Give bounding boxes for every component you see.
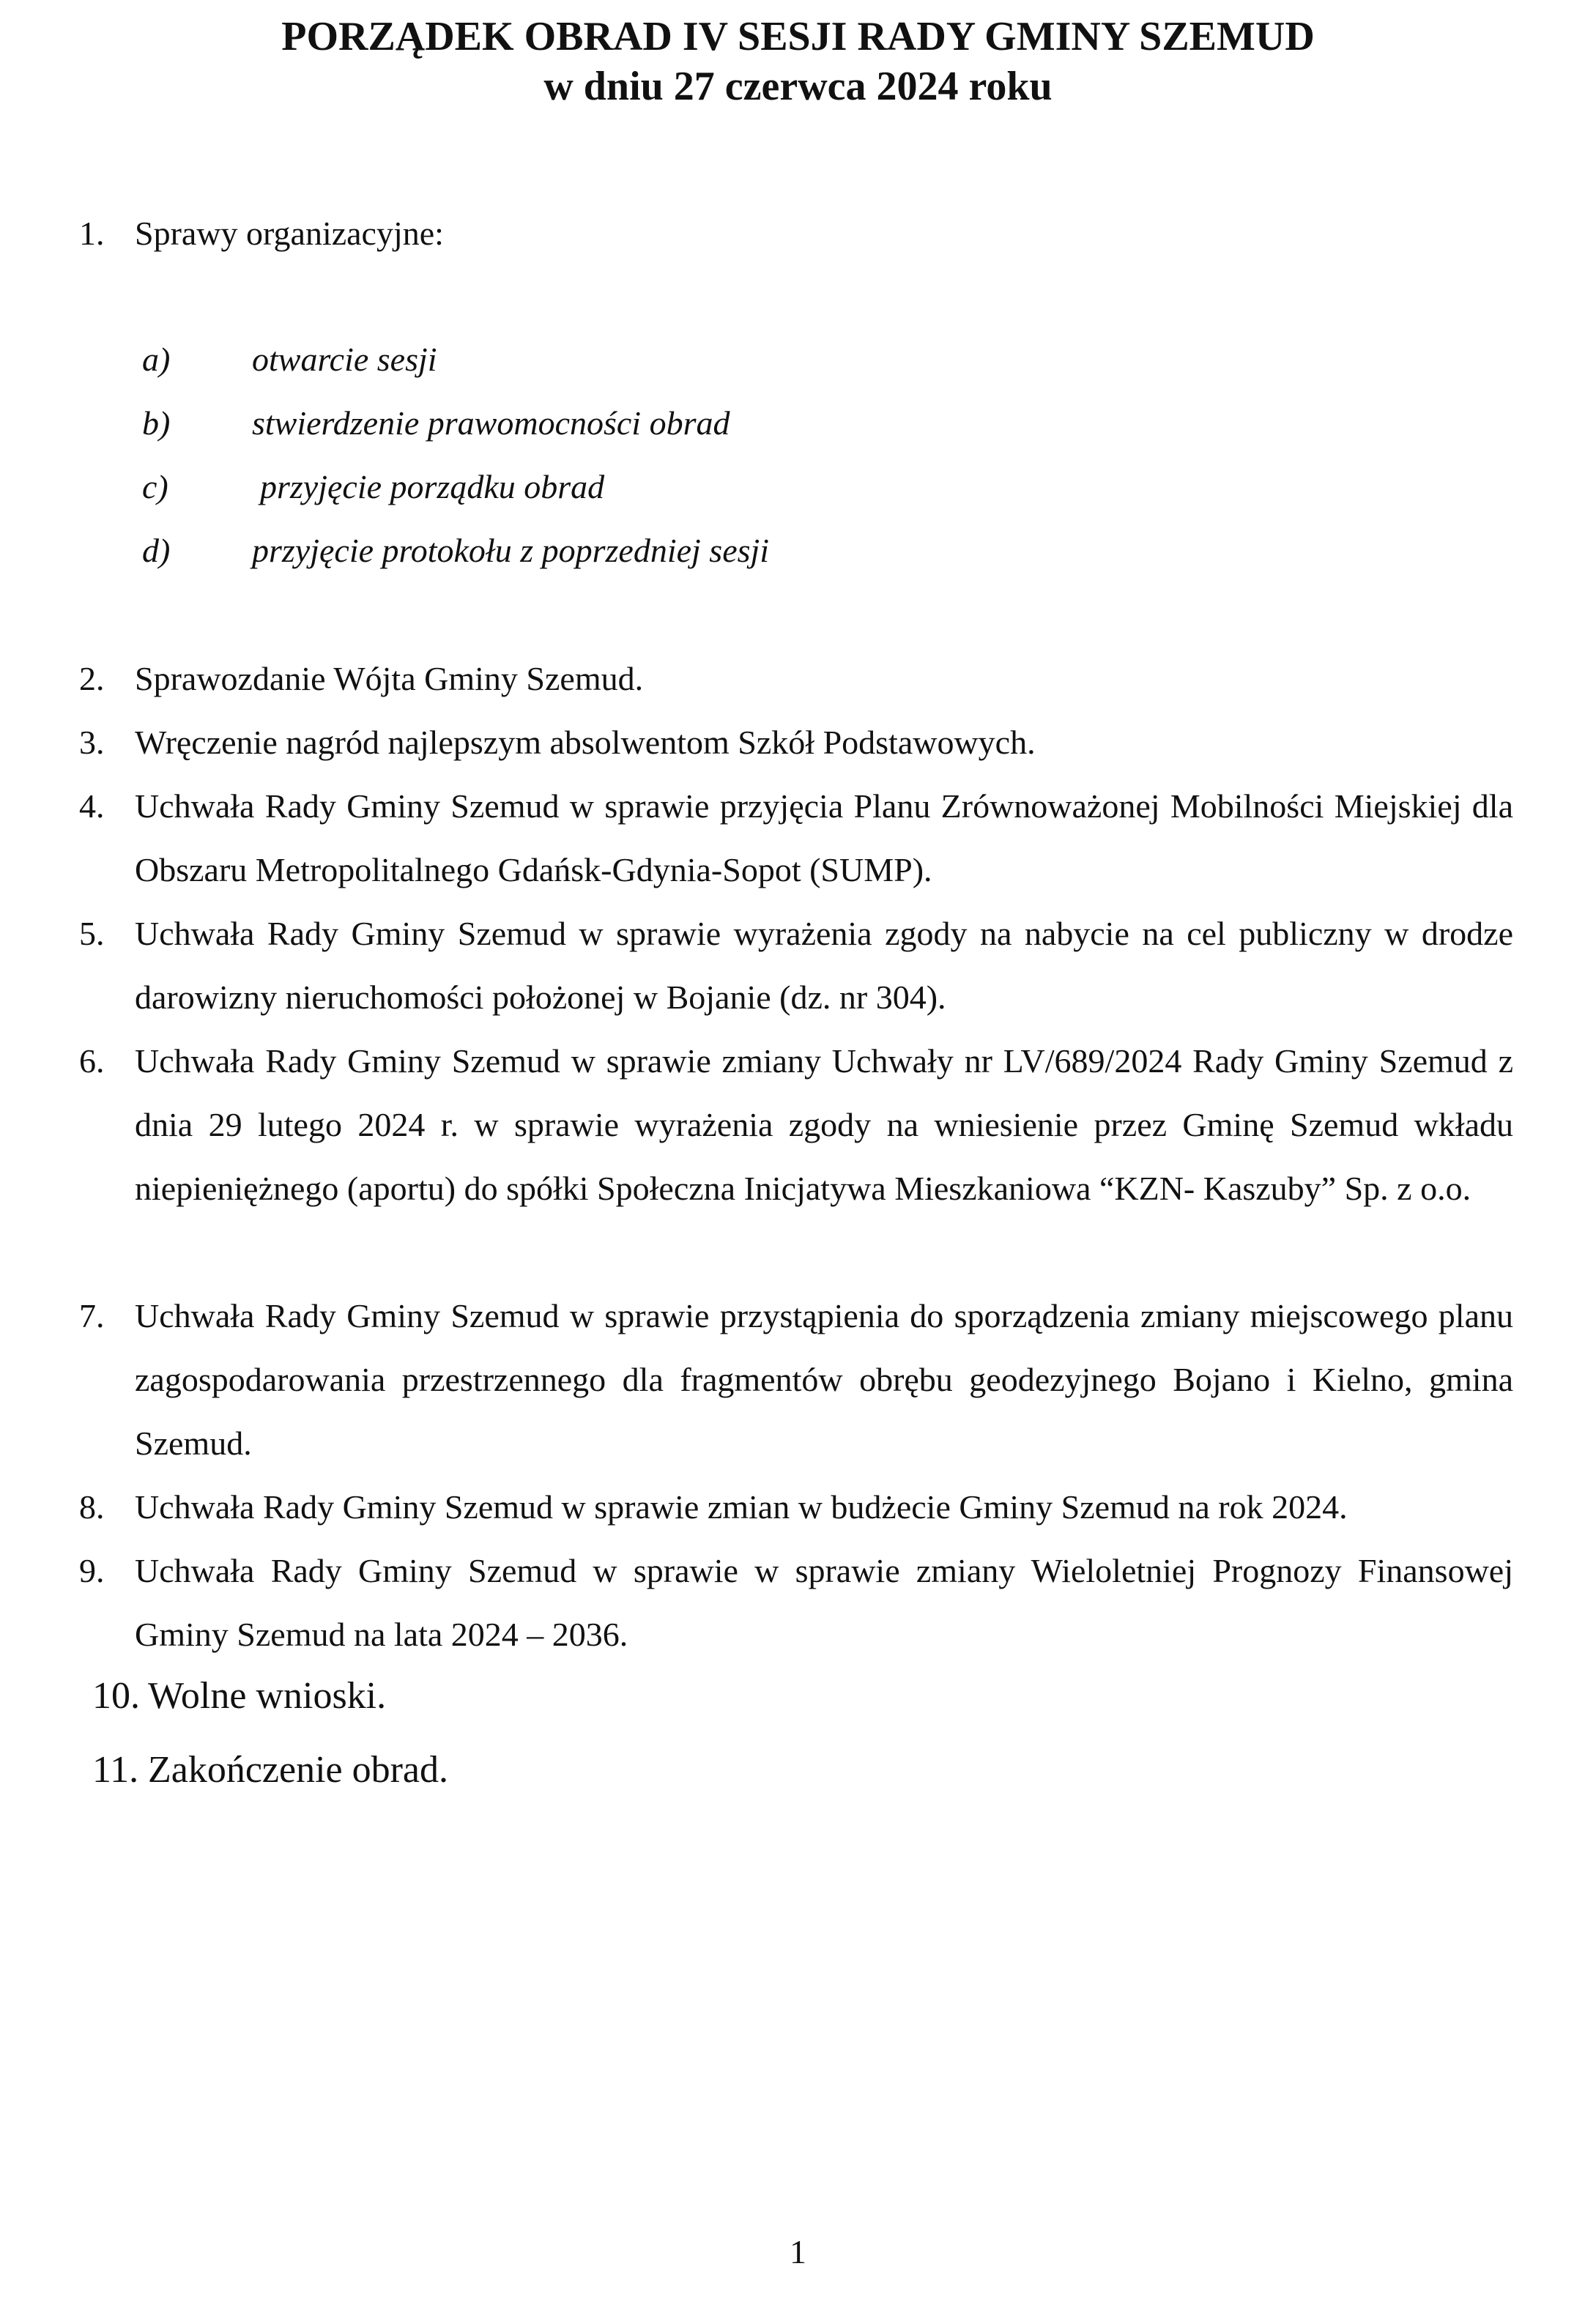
agenda-item-text: Uchwała Rady Gminy Szemud w sprawie przystąpienia do sporządzenia zmiany miejscowego planu zagospodarowania przestrzennego dla fragmentów obrębu geodezyjnego Bojano i Kielno, gmina Szemud. (135, 1297, 1513, 1462)
subitem-text: przyjęcie protokołu z poprzedniej sesji (252, 532, 770, 569)
agenda-item-number: 6. (79, 1042, 105, 1080)
agenda-item-number: 5. (79, 915, 105, 952)
subitem-text: przyjęcie porządku obrad (260, 468, 605, 505)
subitem-letter: b) (142, 404, 171, 442)
agenda-item-text: Wręczenie nagród najlepszym absolwentom Szkół Podstawowych. (135, 724, 1036, 761)
agenda-item-number: 11. (92, 1749, 139, 1791)
document-subtitle-date: w dniu 27 czerwca 2024 roku (543, 64, 1053, 109)
agenda-item-text: Zakończenie obrad. (148, 1749, 449, 1791)
agenda-item-number: 3. (79, 724, 105, 761)
agenda-item-number: 7. (79, 1297, 105, 1334)
subitem-letter: c) (142, 468, 168, 505)
subitem-letter: d) (142, 532, 171, 569)
agenda-item-text: Uchwała Rady Gminy Szemud w sprawie wyrażenia zgody na nabycie na cel publiczny w drodze darowizny nieruchomości położonej w Bojanie (dz. nr 304). (135, 915, 1513, 1016)
agenda-item-number: 9. (79, 1552, 105, 1589)
agenda-item-number: 8. (79, 1488, 105, 1526)
agenda-item-text: Wolne wnioski. (148, 1675, 387, 1717)
page-number: 1 (790, 2233, 806, 2270)
subitem-text: stwierdzenie prawomocności obrad (252, 404, 730, 442)
agenda-item-number: 2. (79, 660, 105, 697)
agenda-item-number: 10. (92, 1675, 140, 1717)
agenda-item-text: Uchwała Rady Gminy Szemud w sprawie zmiany Uchwały nr LV/689/2024 Rady Gminy Szemud z dnia 29 lutego 2024 r. w sprawie wyrażenia zgody na wniesienie przez Gminę Szemud wkładu niepieniężnego (aportu) do spółki Społeczna Inicjatywa Mieszkaniowa “KZN- Kaszuby” Sp. z o.o. (135, 1042, 1513, 1207)
subitem-letter: a) (142, 341, 171, 378)
subitem-text: otwarcie sesji (252, 341, 437, 378)
agenda-item-number: 1. (79, 215, 105, 252)
agenda-item-text: Sprawy organizacyjne: (135, 215, 444, 252)
agenda-item-text: Uchwała Rady Gminy Szemud w sprawie przyjęcia Planu Zrównoważonej Mobilności Miejskiej dla Obszaru Metropolitalnego Gdańsk-Gdynia-Sopot (SUMP). (135, 787, 1513, 888)
agenda-item-text: Uchwała Rady Gminy Szemud w sprawie zmian w budżecie Gminy Szemud na rok 2024. (135, 1488, 1348, 1526)
agenda-item-text: Sprawozdanie Wójta Gminy Szemud. (135, 660, 644, 697)
agenda-item-number: 4. (79, 787, 105, 825)
document-title: PORZĄDEK OBRAD IV SESJI RADY GMINY SZEMUD (281, 14, 1315, 59)
agenda-item-text: Uchwała Rady Gminy Szemud w sprawie w sprawie zmiany Wieloletniej Prognozy Finansowej Gminy Szemud na lata 2024 – 2036. (135, 1552, 1513, 1653)
